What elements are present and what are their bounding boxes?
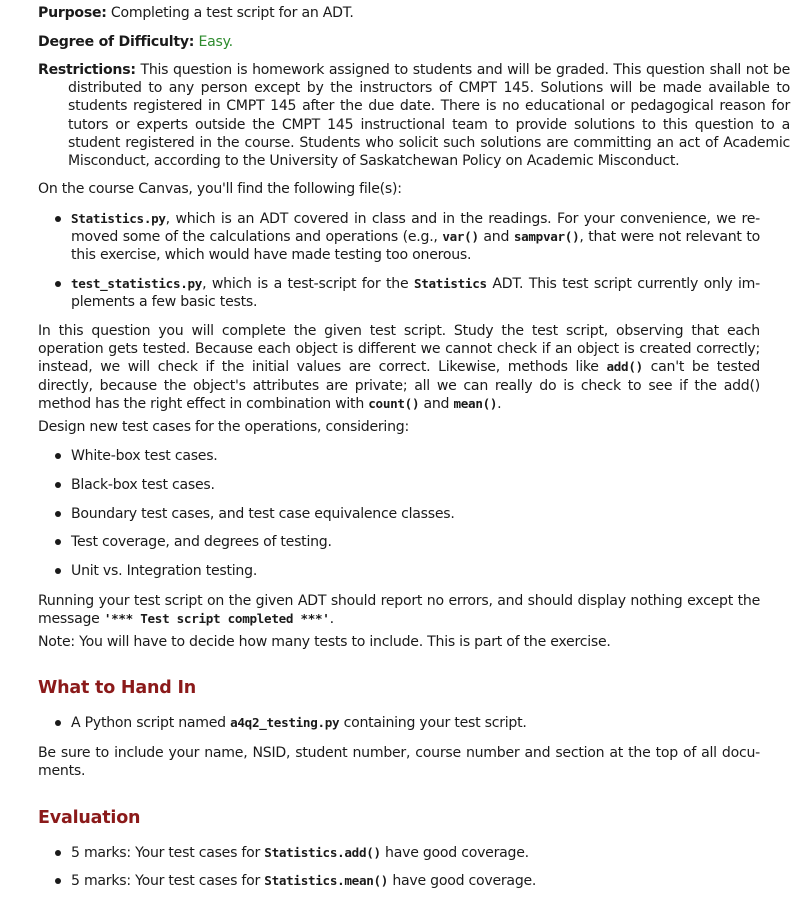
consideration-item: Black-box test cases. (55, 476, 760, 494)
restrictions-label: Restrictions: (38, 62, 136, 78)
file-item-statistics: Statistics.py, which is an ADT covered in class and in the readings. For your convenience, we re-moved some of the calculations and operations (e.g., var() and sampvar(), that were not relevant to this exercise, which would have made testing too onerous. (55, 210, 760, 265)
evaluation-item: 5 marks: Your test cases for Statistics.mean() have good coverage. (55, 872, 760, 890)
purpose-text: Completing a test script for an ADT. (110, 5, 354, 21)
hand-in-item: A Python script named a4q2_testing.py containing your test script. (55, 714, 760, 732)
code-add: add() (606, 359, 643, 375)
code-mean: mean() (453, 395, 498, 411)
code-script-name: a4q2_testing.py (230, 715, 340, 730)
file-item-test-statistics: test_statistics.py, which is a test-script for the Statistics ADT. This test script currently only im-plements a few basic tests. (55, 275, 760, 311)
difficulty-value: Easy. (198, 34, 233, 50)
code-statistics: Statistics (413, 276, 487, 291)
note-paragraph: Note: You will have to decide how many tests to include. This is part of the exercise. (38, 634, 611, 650)
file-name: test_statistics.py (71, 276, 203, 291)
difficulty-label: Degree of Difficulty: (38, 34, 195, 50)
consideration-item: Test coverage, and degrees of testing. (55, 533, 760, 551)
bullet-icon (55, 216, 61, 222)
restrictions-paragraph (38, 61, 790, 170)
bullet-icon (55, 878, 61, 884)
running-paragraph: Running your test script on the given ADT should report no errors, and should display nothing except the message '*** Test script completed ***'. (38, 593, 760, 628)
code-completed-message: '*** Test script completed ***' (103, 611, 330, 627)
design-intro: Design new test cases for the operations, considering: (38, 419, 409, 435)
bullet-icon (55, 281, 61, 287)
evaluation-item: 5 marks: Your test cases for Statistics.add() have good coverage. (55, 844, 760, 862)
difficulty-line (38, 33, 760, 51)
purpose-label: Purpose: (38, 5, 107, 21)
restrictions-text: This question is homework assigned to students and will be graded. This question shall not be distributed to any person except by the instructors of CMPT 145. Solutions will be made available to students registered in CMPT 145 after the due date. There is no educational or pedagogical reason for tutors or experts outside the CMPT 145 instructional team to provide solutions to this question to a student registered in the course. Students who solicit such solutions are committing an act of Academic Misconduct, according to the University of Saskatchewan Policy on Academic Misconduct. (68, 62, 790, 170)
bullet-icon (55, 453, 61, 459)
code-add-method: Statistics.add() (264, 845, 381, 860)
bullet-icon (55, 482, 61, 488)
files-intro: On the course Canvas, you'll find the following file(s): (38, 181, 402, 197)
instructions-paragraph: In this question you will complete the given test script. Study the test script, observing that each operation gets tested. Because each object is different we cannot check if an object is created correctly; instead, we will check if the initial values are correct. Likewise, methods like add() can't be tested directly, because the object's attributes are private; all we can really do is check to see if the add() method has the right effect in combination with count() and mean(). (38, 323, 760, 412)
code-mean-method: Statistics.mean() (264, 873, 389, 888)
code-sampvar: sampvar() (513, 229, 580, 245)
bullet-icon (55, 720, 61, 726)
bullet-icon (55, 539, 61, 545)
hand-in-heading: What to Hand In (38, 678, 197, 698)
code-count: count() (368, 395, 420, 411)
bullet-icon (55, 850, 61, 856)
consideration-item: Unit vs. Integration testing. (55, 562, 760, 580)
consideration-item: White-box test cases. (55, 447, 760, 465)
hand-in-reminder: Be sure to include your name, NSID, student number, course number and section at the top of all docu-ments. (38, 745, 760, 780)
evaluation-heading: Evaluation (38, 808, 141, 828)
bullet-icon (55, 568, 61, 574)
bullet-icon (55, 511, 61, 517)
file-name: Statistics.py (71, 211, 166, 226)
purpose-line (38, 4, 760, 22)
consideration-item: Boundary test cases, and test case equivalence classes. (55, 505, 760, 523)
code-var: var() (442, 229, 479, 245)
